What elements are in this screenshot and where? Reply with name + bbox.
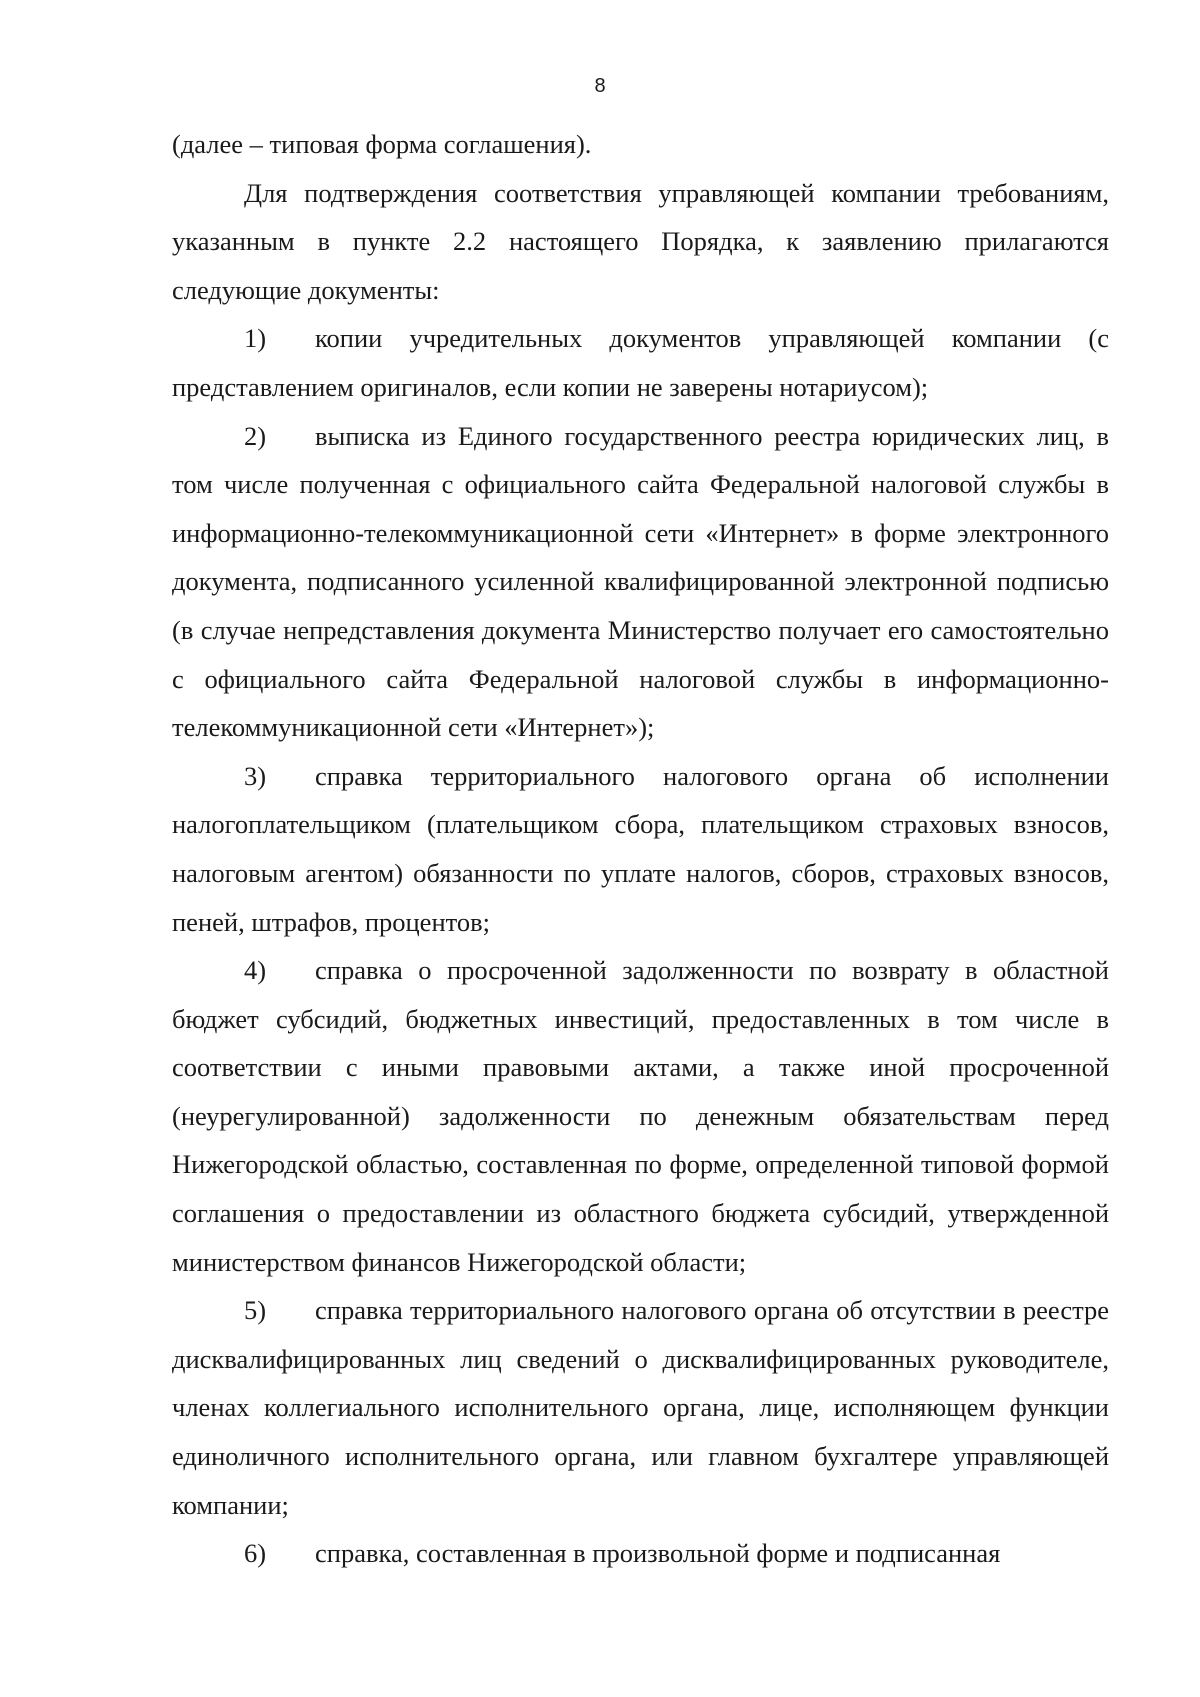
list-item-1 [172, 314, 1109, 411]
list-item-4 [172, 946, 1109, 1286]
list-item-text: справка территориального налогового органа об исполнении налогоплательщиком (плательщиком сбора, плательщиком страховых взносов, налоговым агентом) обязанности по уплате налогов, сборов, страховых взносов, пеней, штрафов, процентов; [172, 760, 1109, 937]
list-item-3 [172, 752, 1109, 946]
list-item-2 [172, 412, 1109, 752]
list-item-text: справка о просроченной задолженности по возврату в областной бюджет субсидий, бюджетных инвестиций, предоставленных в том числе в соответствии с иными правовыми актами, а также иной просроченной (неурегулированной) задолженности по денежным обязательствам перед Нижегородской областью, составленная по форме, определенной типовой формой соглашения о предоставлении из областного бюджета субсидий, утвержденной министерством финансов Нижегородской области; [172, 955, 1109, 1277]
page-number: 8 [594, 75, 606, 97]
list-item-6 [172, 1529, 1109, 1578]
list-item-number: 2) [244, 420, 267, 451]
list-item-text: справка, составленная в произвольной форме и подписанная [315, 1538, 1001, 1569]
document-body [172, 120, 1109, 1578]
list-item-number: 6) [244, 1538, 267, 1569]
intro-paragraph: (далее – типовая форма соглашения). [172, 129, 592, 159]
list-item-number: 1) [244, 323, 267, 354]
list-item-text: справка территориального налогового органа об отсутствии в реестре дисквалифицированных лиц сведений о дисквалифицированных руководителе, членах коллегиального исполнительного органа, лице, исполняющем функции единоличного исполнительного органа, или главном бухгалтере управляющей компании; [172, 1295, 1109, 1520]
list-item-number: 3) [244, 760, 267, 791]
lead-paragraph: Для подтверждения соответствия управляющей компании требованиям, указанным в пункте 2.2 настоящего Порядка, к заявлению прилагаются следующие документы: [172, 177, 1109, 305]
list-item-text: выписка из Единого государственного реестра юридических лиц, в том числе полученная с официального сайта Федеральной налоговой службы в информационно-телекоммуникационной сети «Интернет» в форме электронного документа, подписанного усиленной квалифицированной электронной подписью (в случае непредставления документа Министерство получает его самостоятельно с официального сайта Федеральной налоговой службы в информационно-телекоммуникационной сети «Интернет»); [172, 420, 1109, 743]
list-item-number: 4) [244, 955, 267, 986]
list-item-5 [172, 1286, 1109, 1529]
list-item-text: копии учредительных документов управляющей компании (с представлением оригиналов, если копии не заверены нотариусом); [172, 323, 1109, 402]
list-item-number: 5) [244, 1295, 267, 1326]
